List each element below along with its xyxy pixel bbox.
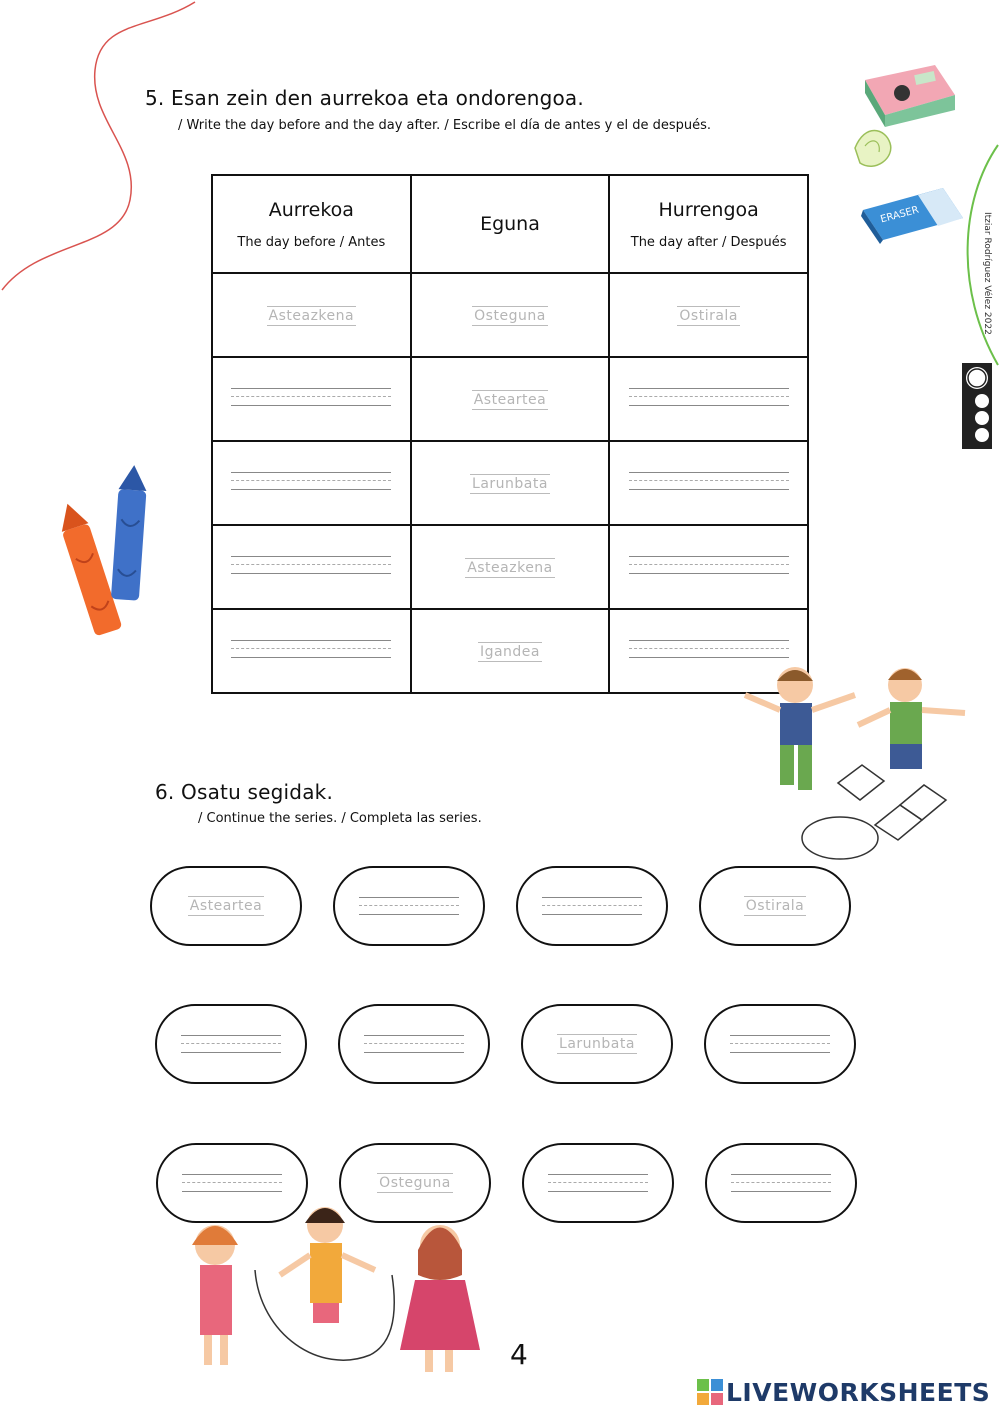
writing-lines[interactable] [359,895,459,917]
series-pill-answer[interactable] [522,1143,674,1223]
series-pill [521,1004,673,1084]
exercise6-subtitle: / Continue the series. / Completa las series. [198,811,482,826]
days-table [211,174,809,694]
header-after-subtitle: The day after / Después [630,234,787,250]
trace-word: Igandea [479,643,540,660]
writing-lines[interactable] [231,554,391,576]
cell-before-answer[interactable] [212,609,411,693]
trace-word: Larunbata [472,475,548,492]
writing-lines[interactable] [629,386,789,408]
writing-lines[interactable] [731,1172,831,1194]
cell-day [411,273,610,357]
series-pill [150,866,302,946]
trace-word: Asteartea [189,898,263,914]
header-after [609,175,808,273]
creative-commons-icon [962,363,992,449]
crayons-icon [50,460,160,645]
cell-day [411,525,610,609]
table-row [212,609,808,693]
trace-word: Larunbata [559,1036,635,1052]
series-pill-answer[interactable] [516,866,668,946]
cell-day [411,441,610,525]
page-number: 4 [510,1338,528,1371]
table-row [212,357,808,441]
brand-name: LIVEWORKSHEETS [726,1378,991,1407]
trace-word: Ostirala [745,898,805,914]
exercise6-title: 6. Osatu segidak. [155,780,333,804]
cell-before-answer[interactable] [212,357,411,441]
writing-lines[interactable] [629,554,789,576]
liveworksheets-icon [697,1379,723,1407]
table-header-row [212,175,808,273]
girls-jump-rope-illustration [170,1205,510,1380]
cell-before-answer[interactable] [212,441,411,525]
kids-hopscotch-illustration [740,655,975,865]
writing-lines[interactable] [231,638,391,660]
cell-before [212,273,411,357]
decorative-curve [0,0,200,300]
header-day [411,175,610,273]
decorative-green-line [950,140,1000,370]
eraser-label: ERASER [879,204,921,226]
cell-day [411,609,610,693]
writing-lines[interactable] [181,1033,281,1055]
header-before [212,175,411,273]
writing-lines[interactable] [542,895,642,917]
liveworksheets-logo[interactable] [697,1378,990,1407]
series-pill-answer[interactable] [704,1004,856,1084]
pencil-shavings-icon [845,118,900,178]
header-before-subtitle: The day before / Antes [237,234,386,250]
writing-lines[interactable] [231,470,391,492]
series-pill-answer[interactable] [338,1004,490,1084]
trace-word: Asteazkena [268,307,355,324]
writing-lines[interactable] [730,1033,830,1055]
cell-day [411,357,610,441]
cell-before-answer[interactable] [212,525,411,609]
header-day-title: Eguna [480,213,540,235]
cell-after [609,273,808,357]
writing-lines[interactable] [364,1033,464,1055]
cell-after-answer[interactable] [609,357,808,441]
exercise5-subtitle: / Write the day before and the day after. / Escribe el día de antes y el de después. [178,118,712,133]
exercise5-title: 5. Esan zein den aurrekoa eta ondorengoa. [145,86,584,110]
table-row [212,273,808,357]
writing-lines[interactable] [548,1172,648,1194]
trace-word: Ostirala [679,307,738,324]
trace-word: Asteartea [473,391,547,408]
header-before-title: Aurrekoa [268,198,354,221]
trace-word: Osteguna [474,307,546,324]
header-after-title: Hurrengoa [658,198,759,221]
series-pill-answer[interactable] [705,1143,857,1223]
author-credit: Itziar Rodríguez Vélez 2022 [982,212,992,335]
trace-word: Asteazkena [467,559,553,576]
series-pill-answer[interactable] [333,866,485,946]
writing-lines[interactable] [629,470,789,492]
writing-lines[interactable] [182,1172,282,1194]
eraser-icon [858,180,970,245]
writing-lines[interactable] [231,386,391,408]
trace-word: Osteguna [379,1175,451,1191]
cell-after-answer[interactable] [609,441,808,525]
series-pill [699,866,851,946]
cell-after-answer[interactable] [609,525,808,609]
series-pill-answer[interactable] [155,1004,307,1084]
table-row [212,525,808,609]
table-row [212,441,808,525]
